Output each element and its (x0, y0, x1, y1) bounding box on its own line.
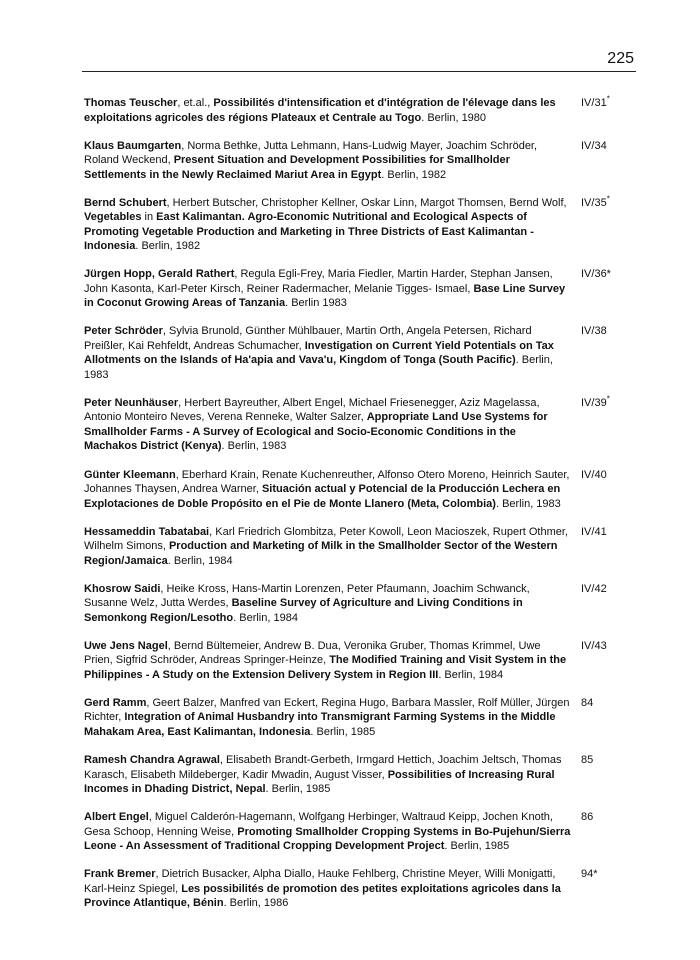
bibliography-entry (84, 96, 636, 125)
entry-publication: . Berlin, 1984 (233, 611, 298, 624)
entry-citation (84, 696, 572, 740)
entry-title: Situación actual y Potencial de la Producción Lechera en Explotaciones de Doble Propósito en el Pie de Monte Llanero (Meta, Colombia) (84, 483, 561, 510)
series-code: 85 (581, 754, 594, 767)
series-code: IV/40 (581, 468, 607, 481)
entry-publication: . Berlin, 1983 (84, 354, 553, 381)
series-code: IV/39 (581, 396, 607, 409)
bibliography-entry (84, 696, 636, 740)
entry-citation (84, 96, 572, 125)
entry-title: Integration of Animal Husbandry into Transmigrant Farming Systems in the Middle Mahakam Area, East Kalimantan, Indonesia (84, 711, 556, 738)
bibliography-entry (84, 396, 636, 454)
entry-series-number (581, 96, 610, 125)
entry-publication: . Berlin, 1983 (495, 497, 561, 510)
entry-citation (84, 639, 572, 683)
entry-coauthors: , Heike Kross, Hans-Martin Lorenzen, Peter Pfaumann, Joachim Schwanck, Susanne Welz, Jutta Werdes, (84, 582, 530, 610)
series-code: 84 (581, 696, 594, 709)
entry-lead-author: Frank Bremer (84, 868, 156, 881)
bibliography-entry (84, 139, 636, 183)
series-mark: * (606, 394, 610, 404)
series-code: IV/31 (581, 97, 607, 109)
entry-title: The Modified Training and Visit System in the Philippines - A Study on the Extension Delivery System in Region III (84, 654, 567, 681)
entry-lead-author: Gerd Ramm (84, 696, 147, 709)
entry-series-number (581, 139, 607, 183)
series-mark: * (606, 194, 610, 204)
entry-series-number (581, 696, 593, 740)
entry-lead-author: Hessameddin Tabatabai (84, 525, 210, 538)
series-code: 94* (581, 868, 598, 881)
entry-lead-author: Thomas Teuscher (84, 97, 178, 109)
header-rule (82, 71, 636, 72)
entry-coauthors: , Elisabeth Brandt-Gerbeth, Irmgard Hettich, Joachim Jeltsch, Thomas Karasch, Elisabeth Mildeberger, Kadir Mwadin, August Visser, (84, 754, 562, 781)
series-code: IV/41 (581, 525, 607, 538)
entry-publication: . Berlin, 1985 (310, 725, 376, 738)
entry-title: Base Line Survey in Coconut Growing Areas of Tanzania (84, 282, 566, 310)
bibliography-entry (84, 639, 636, 683)
entry-title: Possibilités d'intensification et d'intégration de l'élevage dans les exploitations agricoles des régions Plateaux et Centrale au Togo (84, 97, 556, 124)
entry-coauthors: , Herbert Bayreuther, Albert Engel, Michael Friesenegger, Aziz Magelassa, Antonio Monteiro Neves, Verena Renneke, Walter Salzer, (84, 396, 540, 424)
entry-coauthors: , Miguel Calderón-Hagemann, Wolfgang Herbinger, Waltraud Keipp, Jochen Knoth, Gesa Schoop, Henning Weise, (84, 811, 553, 838)
series-code: IV/43 (581, 639, 607, 652)
entry-series-number (581, 810, 593, 854)
bibliography-entry (84, 525, 636, 569)
bibliography-entry (84, 867, 636, 911)
series-code: IV/34 (581, 139, 607, 152)
entry-citation (84, 196, 572, 254)
entry-publication: . Berlin, 1985 (265, 783, 331, 796)
entry-coauthors: , Sylvia Brunold, Günther Mühlbauer, Martin Orth, Angela Petersen, Richard Preißler, Kai Rehfeldt, Andreas Schumacher, (84, 325, 532, 352)
bibliography-entry (84, 468, 636, 512)
entry-citation (84, 525, 572, 569)
entry-lead-author: Peter Schröder (84, 325, 163, 338)
entry-publication: . Berlin, 1984 (438, 668, 504, 681)
series-code: 86 (581, 811, 594, 824)
entry-publication: . Berlin, 1982 (135, 240, 201, 253)
entry-series-number (581, 639, 607, 683)
entry-series-number (581, 267, 611, 311)
entry-publication: . Berlin, 1985 (444, 840, 510, 853)
entry-citation (84, 139, 572, 183)
entry-coauthors: , Karl Friedrich Glombitza, Peter Kowoll, Leon Macioszek, Rupert Othmer, Wilhelm Simons, (84, 525, 568, 553)
entry-coauthors: , Bernd Bültemeier, Andrew B. Dua, Veronika Gruber, Thomas Krimmel, Uwe Prien, Sigfrid Schröder, Andreas Springer-Heinze, (84, 639, 541, 667)
entry-lead-author: Albert Engel (84, 811, 149, 824)
entry-title-part: Vegetables (84, 211, 142, 224)
bibliography-entry (84, 582, 636, 626)
entry-series-number (581, 468, 607, 512)
entry-coauthors: , et.al., (177, 97, 214, 109)
entry-series-number (581, 582, 607, 626)
entry-lead-author: Klaus Baumgarten (84, 139, 182, 152)
entry-citation (84, 810, 572, 854)
series-code: IV/42 (581, 582, 607, 595)
entry-series-number (581, 753, 593, 797)
series-mark: * (606, 94, 610, 104)
entry-title: East Kalimantan. Agro-Economic Nutritional and Ecological Aspects of Promoting Vegetable Production and Marketing in Three Districts of East Kalimantan - Indonesia (84, 211, 534, 253)
entry-citation (84, 468, 572, 512)
entry-citation (84, 582, 572, 626)
entry-coauthors: , Herbert Butscher, Christopher Kellner, Oskar Linn, Margot Thomsen, Bernd Wolf, (166, 196, 567, 209)
entry-title: Present Situation and Development Possibilities for Smallholder Settlements in the Newly Reclaimed Mariut Area in Egypt (84, 154, 510, 181)
entry-series-number (581, 324, 607, 382)
entry-coauthors: , Regula Egli-Frey, Maria Fiedler, Martin Harder, Stephan Jansen, John Kasonta, Karl-Peter Kirsch, Reiner Radermacher, Melanie Tigges- Ismael, (84, 268, 553, 295)
entry-lead-author: Ramesh Chandra Agrawal (84, 754, 220, 767)
entry-publication: . Berlin, 1980 (421, 111, 487, 124)
entry-publication: . Berlin, 1982 (381, 168, 447, 181)
bibliography-entry (84, 267, 636, 311)
entry-lead-author: Bernd Schubert (84, 196, 167, 209)
entry-citation (84, 867, 572, 911)
entry-coauthors: , Dietrich Busacker, Alpha Diallo, Hauke Fehlberg, Christine Meyer, Willi Monigatti, Karl-Heinz Spiegel, (84, 868, 556, 895)
entry-publication: . Berlin, 1984 (167, 554, 233, 567)
entry-lead-author: Peter Neunhäuser (84, 396, 179, 409)
entry-series-number (581, 396, 610, 454)
bibliography-entry (84, 196, 636, 254)
entry-title: Investigation on Current Yield Potentials on Tax Allotments on the Islands of Ha'apia and Vava'u, Kingdom of Tonga (South Pacific) (84, 339, 554, 367)
bibliography-entry (84, 810, 636, 854)
entry-coauthors: , Norma Bethke, Jutta Lehmann, Hans-Ludwig Mayer, Joachim Schröder, Roland Weckend, (84, 139, 538, 167)
entry-title: Baseline Survey of Agriculture and Living Conditions in Semonkong Region/Lesotho (84, 597, 523, 624)
entry-coauthors: , Geert Balzer, Manfred van Eckert, Regina Hugo, Barbara Massler, Rolf Müller, Jürgen Richter, (84, 696, 570, 724)
entry-lead-author: Günter Kleemann (84, 468, 176, 481)
entry-coauthors: , Eberhard Krain, Renate Kuchenreuther, Alfonso Otero Moreno, Heinrich Sauter, Johannes Thaysen, Andrea Warner, (84, 468, 570, 496)
series-code: IV/38 (581, 325, 607, 338)
entry-lead-author: Uwe Jens Nagel (84, 639, 168, 652)
entry-series-number (581, 867, 598, 911)
entry-series-number (581, 525, 607, 569)
entry-citation (84, 324, 572, 382)
entry-title: Production and Marketing of Milk in the Smallholder Sector of the Western Region/Jamaica (84, 540, 558, 567)
entry-lead-author: Khosrow Saidi (84, 582, 161, 595)
entry-title: Possibilities of Increasing Rural Incomes in Dhading District, Nepal (84, 768, 555, 796)
entry-publication: . Berlin, 1986 (223, 897, 289, 910)
bibliography-entry (84, 324, 636, 382)
series-code: IV/35 (581, 196, 607, 209)
bibliography-entry (84, 753, 636, 797)
entry-title-join: in (141, 211, 157, 224)
entry-title: Appropriate Land Use Systems for Smallholder Farms - A Survey of Ecological and Socio-Economic Conditions in the Machakos District (Kenya) (84, 411, 548, 453)
page-number: 225 (607, 50, 634, 67)
bibliography-list (84, 96, 636, 924)
entry-series-number (581, 196, 610, 254)
entry-citation (84, 267, 572, 311)
entry-citation (84, 753, 572, 797)
entry-title: Les possibilités de promotion des petites exploitations agricoles dans la Province Atlantique, Bénin (84, 882, 561, 910)
entry-lead-author: Jürgen Hopp, Gerald Rathert (84, 268, 235, 281)
entry-title: Promoting Smallholder Cropping Systems in Bo-Pujehun/Sierra Leone - An Assessment of Traditional Cropping Development Project (84, 825, 571, 853)
entry-publication: . Berlin 1983 (285, 297, 347, 310)
series-code: IV/36* (581, 268, 611, 281)
entry-citation (84, 396, 572, 454)
entry-publication: . Berlin, 1983 (221, 440, 287, 453)
